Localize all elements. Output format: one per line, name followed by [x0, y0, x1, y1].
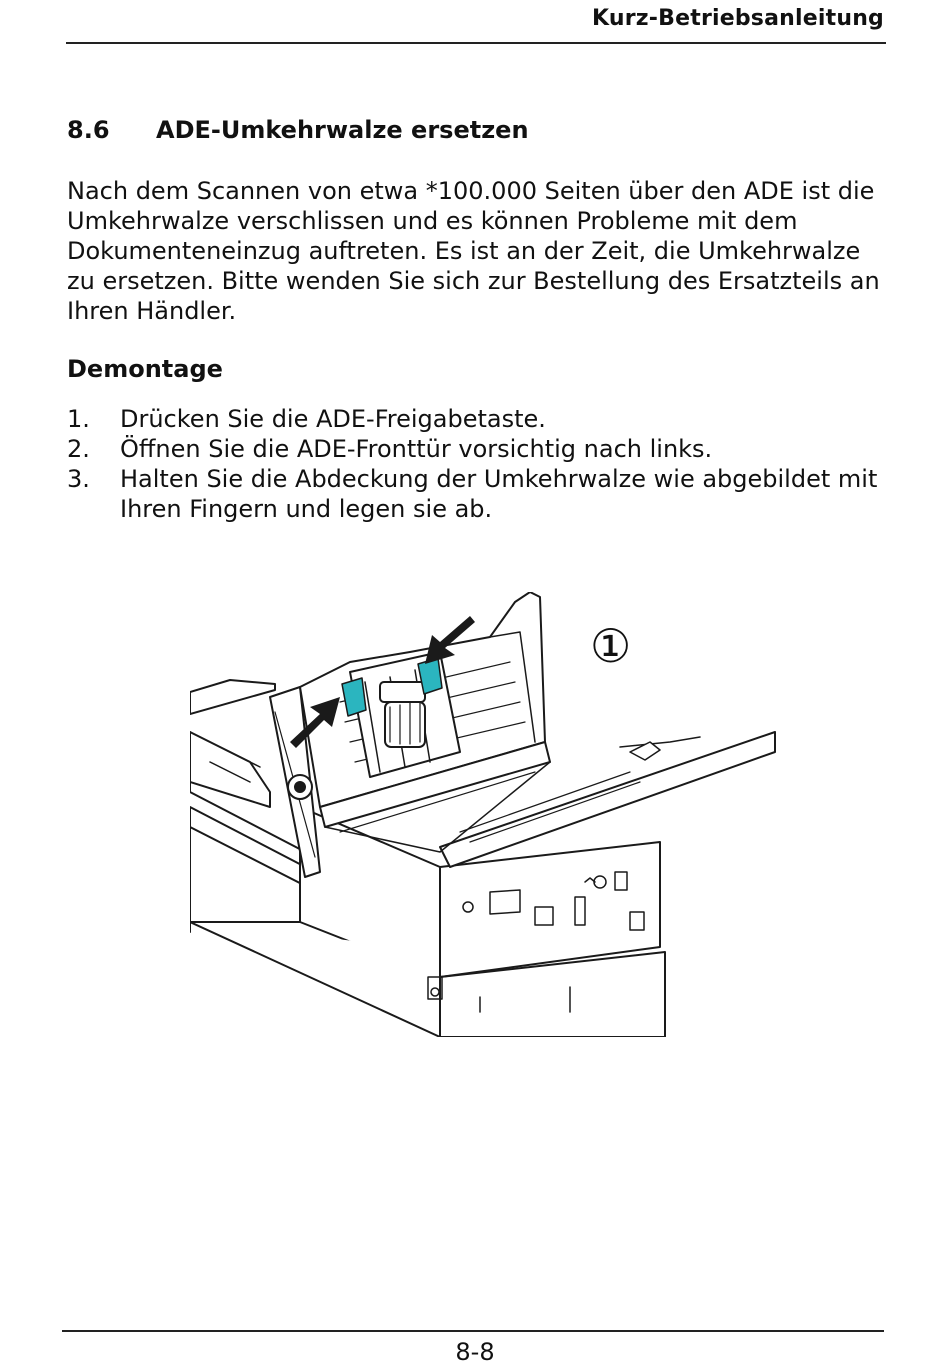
list-item — [67, 434, 887, 464]
page-number: 8-8 — [455, 1338, 495, 1366]
steps-list — [67, 404, 887, 524]
step-text: Öffnen Sie die ADE-Fronttür vorsichtig nach links. — [120, 435, 713, 463]
intro-paragraph: Nach dem Scannen von etwa *100.000 Seiten über den ADE ist die Umkehrwalze verschlissen und es können Probleme mit dem Dokumenteneinzug auftreten. Es ist an der Zeit, die Umkehrwalze zu ersetzen. Bitte wenden Sie sich zur Bestellung des Ersatzteils an Ihren Händler. — [67, 177, 880, 325]
section-heading — [67, 116, 529, 144]
footer-divider — [62, 1330, 884, 1332]
figure-callout: ① — [590, 619, 632, 673]
list-item — [67, 404, 887, 434]
list-item — [67, 464, 887, 524]
running-header-title: Kurz-Betriebsanleitung — [592, 6, 884, 31]
demontage-heading: Demontage — [67, 355, 223, 383]
step-number: 2. — [67, 435, 90, 463]
step-number: 1. — [67, 405, 90, 433]
scanner-illustration — [190, 592, 780, 1037]
section-title: ADE-Umkehrwalze ersetzen — [156, 116, 529, 144]
header-divider — [66, 42, 886, 44]
step-text: Drücken Sie die ADE-Freigabetaste. — [120, 405, 546, 433]
step-number: 3. — [67, 465, 90, 493]
step-text: Halten Sie die Abdeckung der Umkehrwalze wie abgebildet mit Ihren Fingern und legen sie ab. — [120, 465, 878, 523]
section-number: 8.6 — [67, 116, 110, 144]
